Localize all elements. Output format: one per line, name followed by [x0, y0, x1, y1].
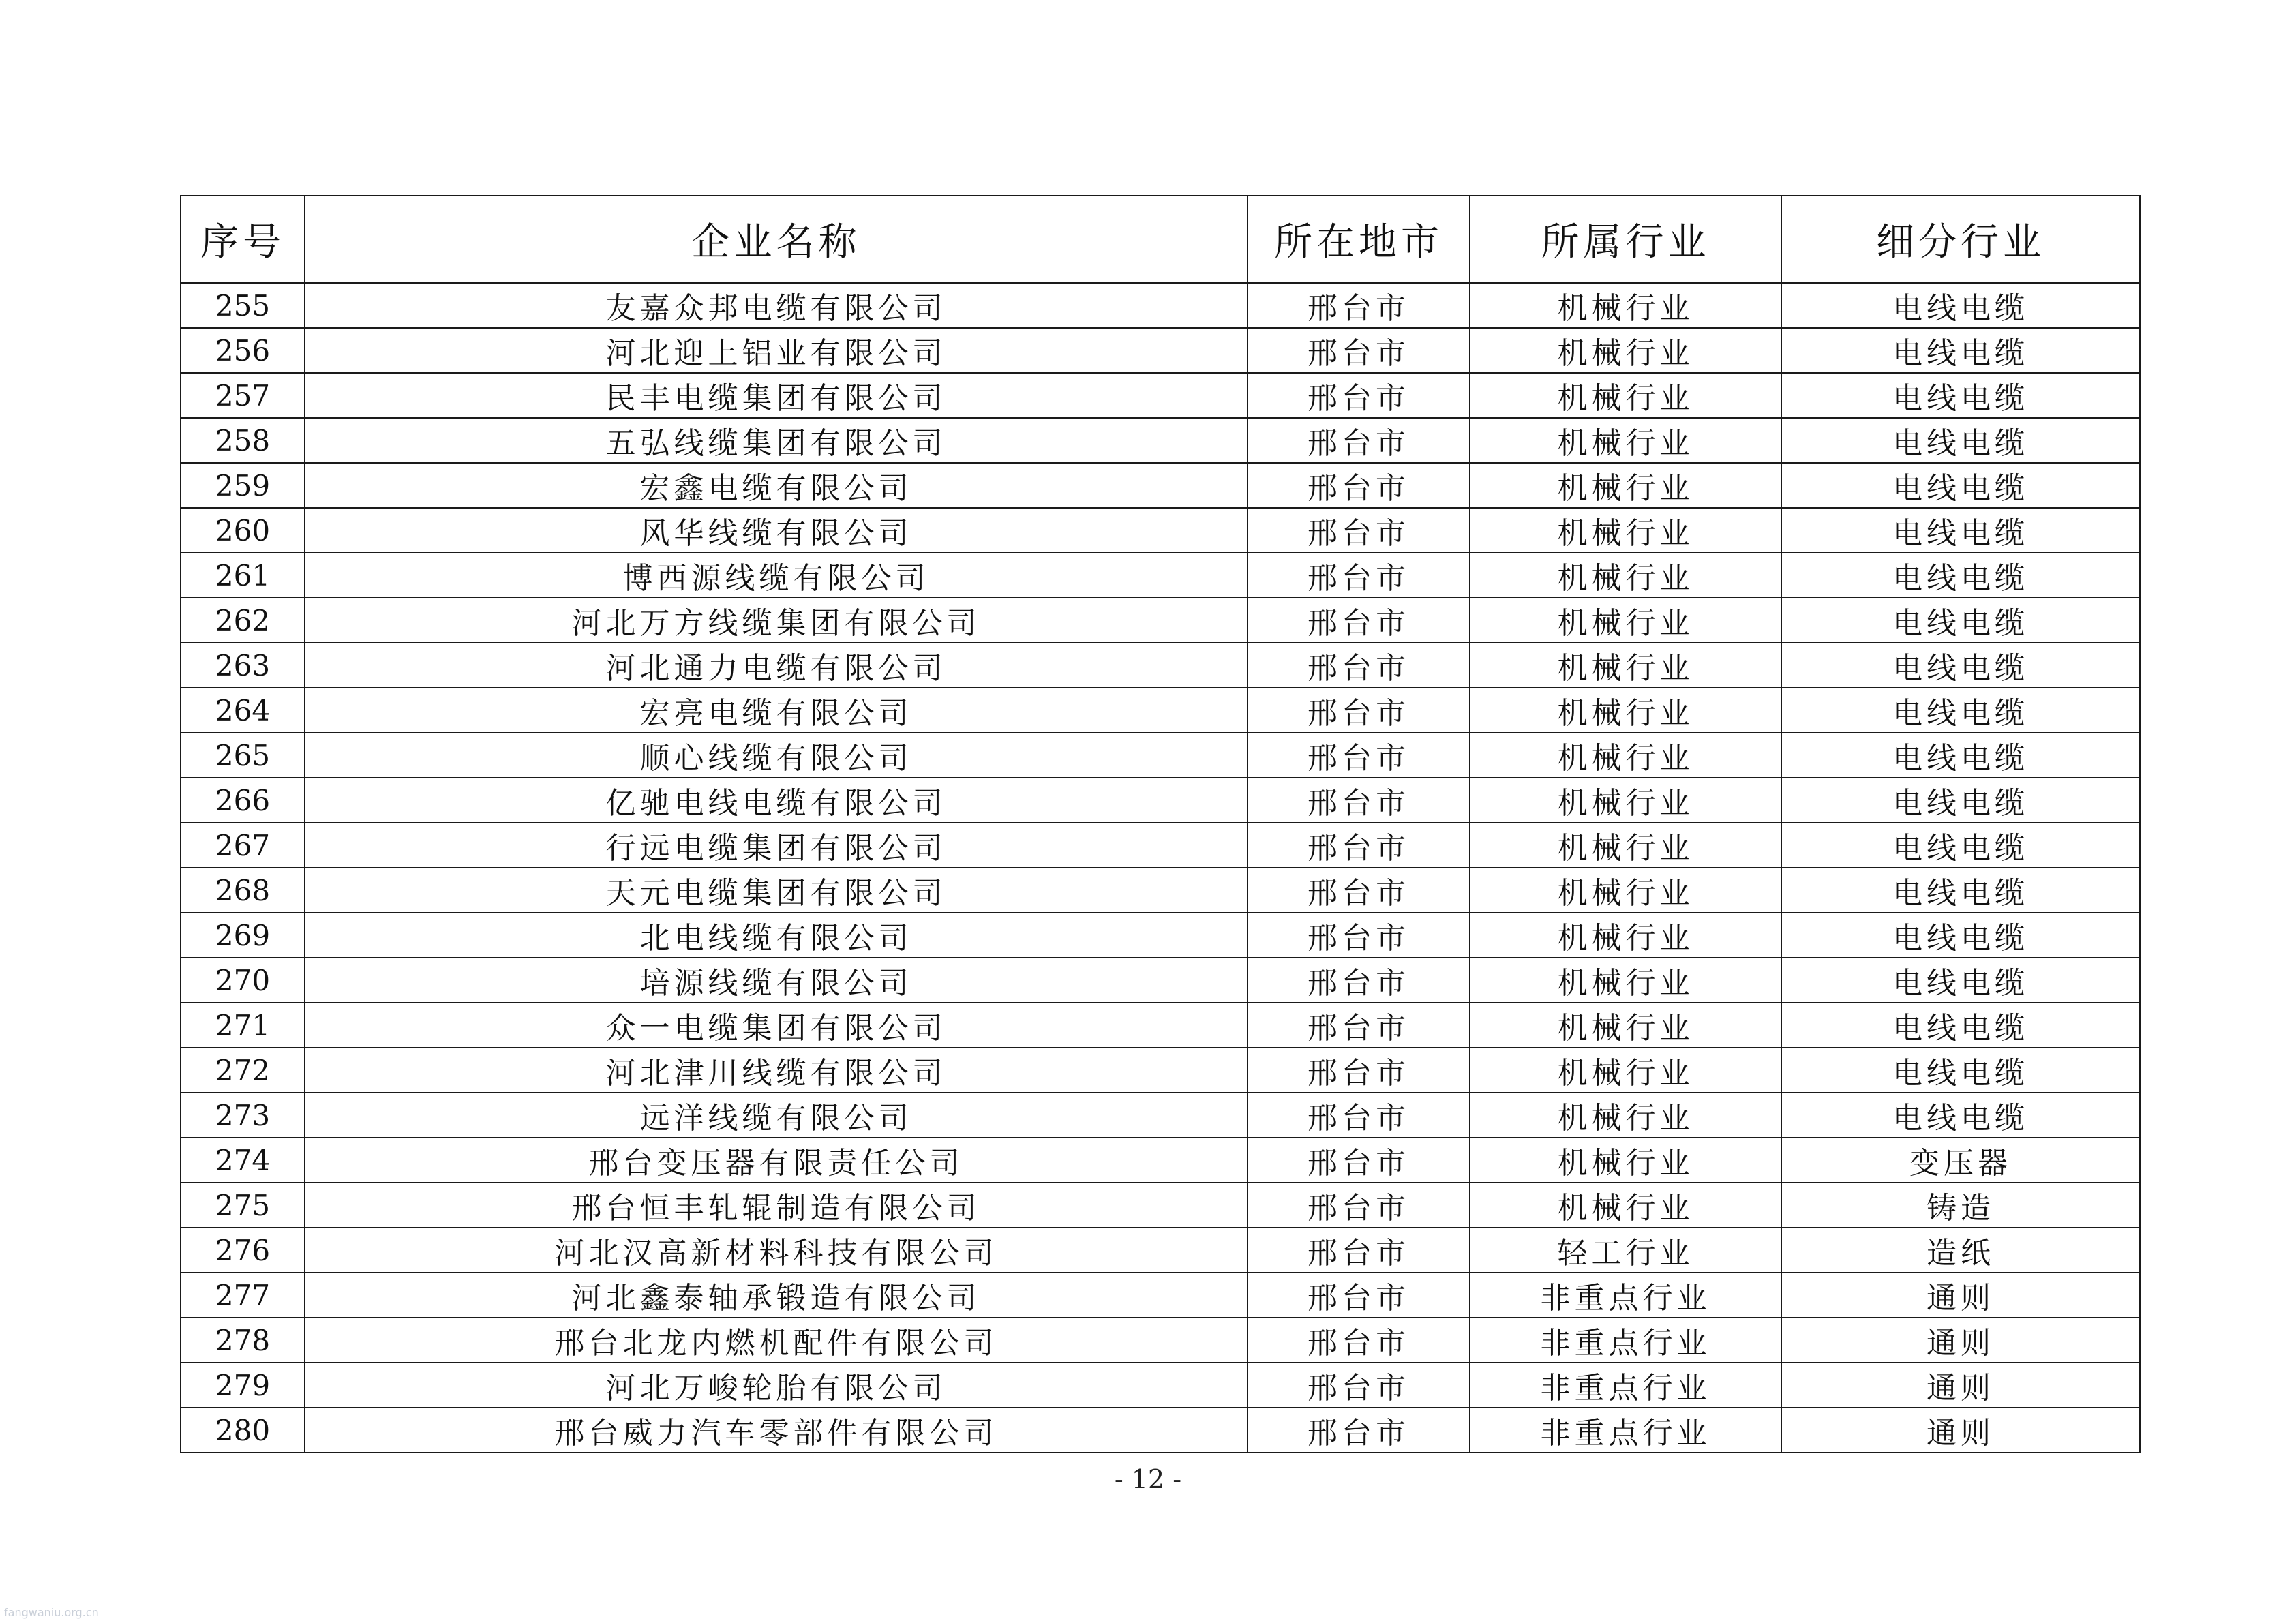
cell-sub-industry: 通则 [1781, 1363, 2140, 1408]
cell-city: 邢台市 [1248, 1228, 1470, 1273]
cell-sub-industry: 电线电缆 [1781, 778, 2140, 823]
cell-company-name: 博西源线缆有限公司 [305, 553, 1248, 598]
cell-company-name: 众一电缆集团有限公司 [305, 1003, 1248, 1048]
cell-industry: 机械行业 [1470, 1183, 1781, 1228]
table-row [181, 328, 2140, 373]
cell-seq: 269 [181, 913, 305, 958]
table-row [181, 958, 2140, 1003]
cell-seq: 259 [181, 463, 305, 508]
cell-city: 邢台市 [1248, 958, 1470, 1003]
cell-sub-industry: 电线电缆 [1781, 283, 2140, 328]
cell-city: 邢台市 [1248, 688, 1470, 733]
table-row [181, 1003, 2140, 1048]
cell-seq: 275 [181, 1183, 305, 1228]
cell-company-name: 河北万方线缆集团有限公司 [305, 598, 1248, 643]
table-row [181, 1408, 2140, 1453]
cell-company-name: 五弘线缆集团有限公司 [305, 418, 1248, 463]
table-row [181, 1138, 2140, 1183]
header-city: 所在地市 [1248, 196, 1470, 283]
cell-industry: 机械行业 [1470, 1048, 1781, 1093]
cell-industry: 轻工行业 [1470, 1228, 1781, 1273]
cell-company-name: 顺心线缆有限公司 [305, 733, 1248, 778]
cell-company-name: 宏亮电缆有限公司 [305, 688, 1248, 733]
cell-company-name: 行远电缆集团有限公司 [305, 823, 1248, 868]
cell-seq: 261 [181, 553, 305, 598]
cell-sub-industry: 电线电缆 [1781, 823, 2140, 868]
cell-city: 邢台市 [1248, 1408, 1470, 1453]
header-seq: 序号 [181, 196, 305, 283]
cell-city: 邢台市 [1248, 1093, 1470, 1138]
table-row [181, 1273, 2140, 1318]
cell-company-name: 天元电缆集团有限公司 [305, 868, 1248, 913]
table-row [181, 1093, 2140, 1138]
cell-industry: 机械行业 [1470, 823, 1781, 868]
cell-company-name: 邢台恒丰轧辊制造有限公司 [305, 1183, 1248, 1228]
table-row [181, 1363, 2140, 1408]
cell-sub-industry: 电线电缆 [1781, 733, 2140, 778]
cell-seq: 265 [181, 733, 305, 778]
cell-industry: 机械行业 [1470, 553, 1781, 598]
header-industry: 所属行业 [1470, 196, 1781, 283]
table-body [181, 283, 2140, 1453]
cell-seq: 278 [181, 1318, 305, 1363]
watermark-text: fangwaniu.org.cn [4, 1606, 99, 1619]
cell-industry: 机械行业 [1470, 283, 1781, 328]
table-row [181, 598, 2140, 643]
table-row [181, 913, 2140, 958]
cell-seq: 274 [181, 1138, 305, 1183]
cell-company-name: 邢台变压器有限责任公司 [305, 1138, 1248, 1183]
cell-city: 邢台市 [1248, 463, 1470, 508]
cell-company-name: 宏鑫电缆有限公司 [305, 463, 1248, 508]
cell-seq: 273 [181, 1093, 305, 1138]
cell-city: 邢台市 [1248, 1138, 1470, 1183]
cell-sub-industry: 电线电缆 [1781, 418, 2140, 463]
cell-company-name: 北电线缆有限公司 [305, 913, 1248, 958]
cell-city: 邢台市 [1248, 823, 1470, 868]
table-row [181, 778, 2140, 823]
cell-seq: 270 [181, 958, 305, 1003]
cell-company-name: 河北津川线缆有限公司 [305, 1048, 1248, 1093]
cell-city: 邢台市 [1248, 868, 1470, 913]
cell-city: 邢台市 [1248, 1003, 1470, 1048]
cell-seq: 266 [181, 778, 305, 823]
cell-seq: 276 [181, 1228, 305, 1273]
cell-industry: 机械行业 [1470, 328, 1781, 373]
cell-industry: 机械行业 [1470, 1003, 1781, 1048]
cell-sub-industry: 电线电缆 [1781, 868, 2140, 913]
cell-seq: 260 [181, 508, 305, 553]
table-row [181, 463, 2140, 508]
cell-city: 邢台市 [1248, 1048, 1470, 1093]
cell-company-name: 河北鑫泰轴承锻造有限公司 [305, 1273, 1248, 1318]
cell-city: 邢台市 [1248, 328, 1470, 373]
cell-industry: 非重点行业 [1470, 1408, 1781, 1453]
cell-company-name: 河北万峻轮胎有限公司 [305, 1363, 1248, 1408]
cell-industry: 非重点行业 [1470, 1363, 1781, 1408]
table-row [181, 643, 2140, 688]
cell-company-name: 河北迎上铝业有限公司 [305, 328, 1248, 373]
cell-sub-industry: 电线电缆 [1781, 553, 2140, 598]
table-row [181, 688, 2140, 733]
cell-industry: 机械行业 [1470, 598, 1781, 643]
cell-sub-industry: 电线电缆 [1781, 1003, 2140, 1048]
cell-industry: 非重点行业 [1470, 1318, 1781, 1363]
table-row [181, 733, 2140, 778]
cell-company-name: 民丰电缆集团有限公司 [305, 373, 1248, 418]
cell-company-name: 邢台北龙内燃机配件有限公司 [305, 1318, 1248, 1363]
table-row [181, 283, 2140, 328]
cell-sub-industry: 电线电缆 [1781, 1093, 2140, 1138]
cell-industry: 机械行业 [1470, 778, 1781, 823]
cell-city: 邢台市 [1248, 418, 1470, 463]
cell-sub-industry: 电线电缆 [1781, 643, 2140, 688]
cell-sub-industry: 通则 [1781, 1273, 2140, 1318]
cell-sub-industry: 电线电缆 [1781, 598, 2140, 643]
cell-industry: 机械行业 [1470, 1138, 1781, 1183]
cell-industry: 机械行业 [1470, 958, 1781, 1003]
header-company-name: 企业名称 [305, 196, 1248, 283]
table-row [181, 553, 2140, 598]
cell-industry: 机械行业 [1470, 463, 1781, 508]
cell-city: 邢台市 [1248, 733, 1470, 778]
cell-seq: 272 [181, 1048, 305, 1093]
cell-seq: 257 [181, 373, 305, 418]
table-row [181, 1183, 2140, 1228]
cell-company-name: 培源线缆有限公司 [305, 958, 1248, 1003]
cell-city: 邢台市 [1248, 1273, 1470, 1318]
cell-seq: 267 [181, 823, 305, 868]
cell-company-name: 远洋线缆有限公司 [305, 1093, 1248, 1138]
cell-city: 邢台市 [1248, 1363, 1470, 1408]
table-row [181, 508, 2140, 553]
cell-company-name: 风华线缆有限公司 [305, 508, 1248, 553]
cell-industry: 机械行业 [1470, 913, 1781, 958]
cell-company-name: 友嘉众邦电缆有限公司 [305, 283, 1248, 328]
table-row [181, 1228, 2140, 1273]
cell-seq: 277 [181, 1273, 305, 1318]
cell-city: 邢台市 [1248, 508, 1470, 553]
cell-industry: 机械行业 [1470, 643, 1781, 688]
cell-sub-industry: 电线电缆 [1781, 913, 2140, 958]
cell-company-name: 河北通力电缆有限公司 [305, 643, 1248, 688]
cell-city: 邢台市 [1248, 598, 1470, 643]
cell-seq: 268 [181, 868, 305, 913]
cell-industry: 机械行业 [1470, 508, 1781, 553]
cell-seq: 263 [181, 643, 305, 688]
cell-industry: 机械行业 [1470, 418, 1781, 463]
cell-industry: 机械行业 [1470, 868, 1781, 913]
cell-sub-industry: 通则 [1781, 1408, 2140, 1453]
cell-industry: 机械行业 [1470, 688, 1781, 733]
cell-sub-industry: 电线电缆 [1781, 463, 2140, 508]
cell-seq: 271 [181, 1003, 305, 1048]
enterprise-table [180, 195, 2141, 1453]
cell-city: 邢台市 [1248, 1318, 1470, 1363]
cell-seq: 258 [181, 418, 305, 463]
cell-seq: 279 [181, 1363, 305, 1408]
cell-city: 邢台市 [1248, 778, 1470, 823]
table-row [181, 1318, 2140, 1363]
cell-city: 邢台市 [1248, 1183, 1470, 1228]
cell-sub-industry: 变压器 [1781, 1138, 2140, 1183]
cell-industry: 非重点行业 [1470, 1273, 1781, 1318]
cell-company-name: 亿驰电线电缆有限公司 [305, 778, 1248, 823]
table-row [181, 868, 2140, 913]
cell-seq: 264 [181, 688, 305, 733]
cell-seq: 280 [181, 1408, 305, 1453]
cell-sub-industry: 铸造 [1781, 1183, 2140, 1228]
table-header-row [181, 196, 2140, 283]
cell-sub-industry: 通则 [1781, 1318, 2140, 1363]
cell-sub-industry: 电线电缆 [1781, 328, 2140, 373]
cell-city: 邢台市 [1248, 643, 1470, 688]
cell-sub-industry: 电线电缆 [1781, 958, 2140, 1003]
cell-sub-industry: 造纸 [1781, 1228, 2140, 1273]
cell-sub-industry: 电线电缆 [1781, 688, 2140, 733]
cell-seq: 262 [181, 598, 305, 643]
cell-seq: 256 [181, 328, 305, 373]
cell-city: 邢台市 [1248, 553, 1470, 598]
cell-company-name: 邢台威力汽车零部件有限公司 [305, 1408, 1248, 1453]
cell-city: 邢台市 [1248, 373, 1470, 418]
cell-industry: 机械行业 [1470, 373, 1781, 418]
table-row [181, 1048, 2140, 1093]
table-row [181, 373, 2140, 418]
table-row [181, 823, 2140, 868]
cell-industry: 机械行业 [1470, 733, 1781, 778]
cell-sub-industry: 电线电缆 [1781, 373, 2140, 418]
cell-city: 邢台市 [1248, 283, 1470, 328]
cell-sub-industry: 电线电缆 [1781, 1048, 2140, 1093]
cell-seq: 255 [181, 283, 305, 328]
cell-company-name: 河北汉高新材料科技有限公司 [305, 1228, 1248, 1273]
cell-city: 邢台市 [1248, 913, 1470, 958]
page-number: - 12 - [1114, 1464, 1182, 1494]
cell-industry: 机械行业 [1470, 1093, 1781, 1138]
cell-sub-industry: 电线电缆 [1781, 508, 2140, 553]
table-row [181, 418, 2140, 463]
header-sub-industry: 细分行业 [1781, 196, 2140, 283]
